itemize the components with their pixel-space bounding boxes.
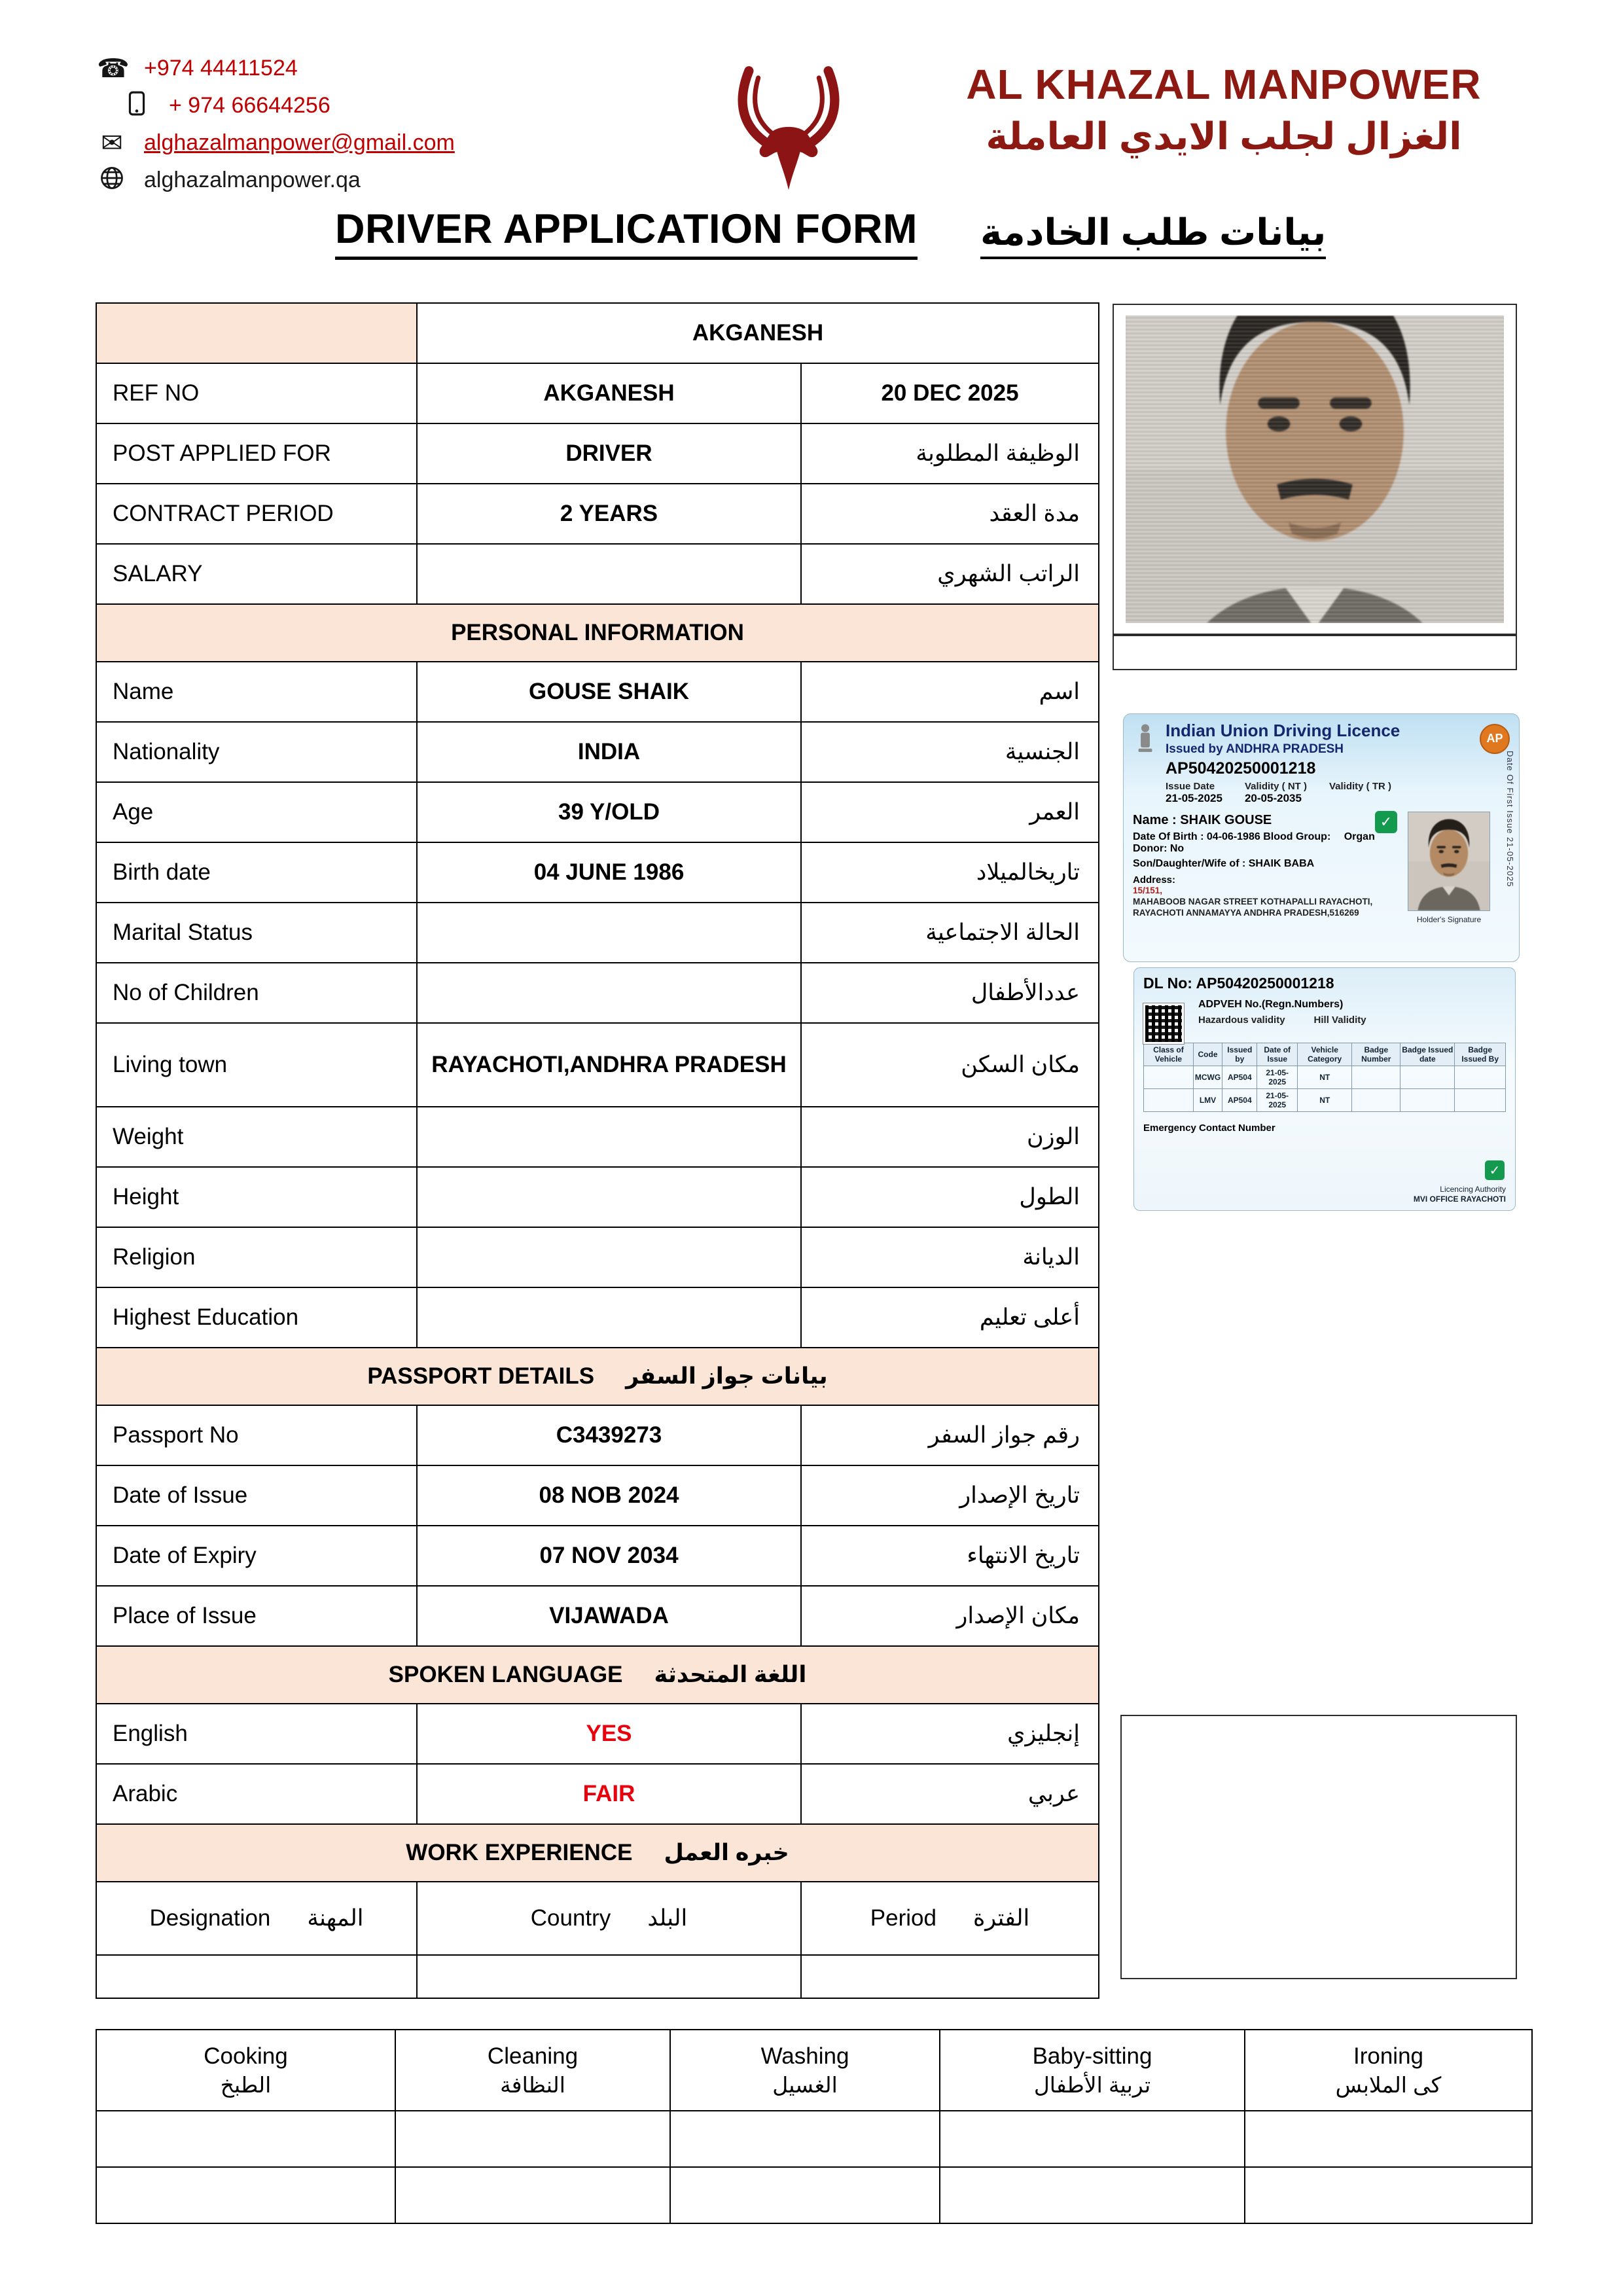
field-value: YES <box>417 1704 801 1764</box>
licence-table-header: Class of Vehicle <box>1144 1043 1194 1066</box>
field-right-label: الديانة <box>801 1227 1099 1287</box>
skill-column-header <box>1245 2030 1532 2111</box>
form-row <box>96 1586 1099 1646</box>
phone-number-2: + 974 66644256 <box>169 93 330 118</box>
field-value <box>417 903 801 963</box>
field-label: CONTRACT PERIOD <box>96 484 417 544</box>
section-title-ar: خبره العمل <box>664 1840 789 1865</box>
company-header <box>949 60 1499 158</box>
skill-column-header <box>395 2030 670 2111</box>
address-line-1: 15/151, <box>1133 886 1163 895</box>
field-value: 39 Y/OLD <box>417 782 801 842</box>
field-label: Nationality <box>96 722 417 782</box>
licence-table-header: Code <box>1193 1043 1222 1066</box>
licence-photo-column <box>1402 810 1495 924</box>
skill-empty-cell <box>96 2111 395 2167</box>
field-value: 2 YEARS <box>417 484 801 544</box>
section-title-ar: بيانات جواز السفر <box>626 1363 828 1389</box>
applicant-photo-frame <box>1113 304 1517 635</box>
licence-table-cell <box>1144 1066 1194 1089</box>
state-badge: AP <box>1480 724 1510 754</box>
form-row <box>96 1764 1099 1824</box>
licence-table-header: Issued by <box>1222 1043 1257 1066</box>
field-right-label: أعلى تعليم <box>801 1287 1099 1348</box>
licence-photo <box>1408 812 1490 911</box>
empty-box-small <box>1113 635 1517 670</box>
field-right-label: إنجليزي <box>801 1704 1099 1764</box>
skill-label-en: Cooking <box>204 2043 288 2069</box>
field-right-label: الوزن <box>801 1107 1099 1167</box>
licence-table-header: Date of Issue <box>1257 1043 1298 1066</box>
vehicle-class-table <box>1143 1043 1506 1112</box>
form-row <box>96 963 1099 1023</box>
field-right-label: 20 DEC 2025 <box>801 363 1099 423</box>
licence-header <box>1124 714 1519 758</box>
form-row <box>96 1882 1099 1955</box>
work-column-label-ar: الفترة <box>972 1905 1030 1931</box>
form-row <box>96 1107 1099 1167</box>
form-row <box>96 1287 1099 1348</box>
field-value <box>417 544 801 604</box>
field-right-label: الطول <box>801 1167 1099 1227</box>
validity-tr-label: Validity ( TR ) <box>1329 781 1391 792</box>
licence-table-cell: AP504 <box>1222 1066 1257 1089</box>
mobile-icon <box>122 91 152 120</box>
application-table <box>96 302 1099 1999</box>
work-experience-empty-cell <box>96 1955 417 1998</box>
skill-label-en: Baby-sitting <box>1032 2043 1152 2069</box>
licence-holder-name: Name : SHAIK GOUSE <box>1133 813 1272 827</box>
licence-table-header: Vehicle Category <box>1298 1043 1352 1066</box>
field-label: Name <box>96 662 417 722</box>
field-value: C3439273 <box>417 1405 801 1465</box>
field-value: FAIR <box>417 1764 801 1824</box>
validity-nt-value: 20-05-2035 <box>1244 792 1302 804</box>
section-title-en: PERSONAL INFORMATION <box>451 620 744 645</box>
work-column-label-en: Period <box>870 1905 936 1931</box>
field-label: REF NO <box>96 363 417 423</box>
field-right-label: تاريخ الانتهاء <box>801 1526 1099 1586</box>
licence-table-cell: NT <box>1298 1089 1352 1112</box>
licence-number: AP50420250001218 <box>1166 759 1316 778</box>
skill-column-header <box>96 2030 395 2111</box>
field-right-label: الوظيفة المطلوبة <box>801 423 1099 484</box>
form-row <box>96 1704 1099 1764</box>
field-value: 04 JUNE 1986 <box>417 842 801 903</box>
licence-body <box>1124 805 1519 928</box>
field-label: Highest Education <box>96 1287 417 1348</box>
validity-tr-column <box>1329 781 1391 805</box>
form-row <box>96 303 1099 363</box>
dob-label: Date Of Birth : 04-06-1986 <box>1133 831 1260 842</box>
work-column-label-en: Designation <box>149 1905 271 1931</box>
field-right-label: عربي <box>801 1764 1099 1824</box>
skill-empty-cell <box>395 2111 670 2167</box>
licence-table-cell: 21-05-2025 <box>1257 1089 1298 1112</box>
licence-details <box>1133 810 1395 924</box>
phone-number-1: +974 44411524 <box>144 56 298 81</box>
field-label: Marital Status <box>96 903 417 963</box>
field-right-label: اسم <box>801 662 1099 722</box>
section-header-row <box>96 1824 1099 1882</box>
licence-table-cell <box>1352 1089 1400 1112</box>
skills-table <box>96 2029 1533 2224</box>
field-value: VIJAWADA <box>417 1586 801 1646</box>
skill-empty-cell <box>670 2111 940 2167</box>
work-column-header <box>801 1882 1099 1955</box>
work-column-header <box>417 1882 801 1955</box>
transport-dept-logo-icon: ✓ <box>1375 811 1397 833</box>
field-label: Religion <box>96 1227 417 1287</box>
skill-empty-cell <box>96 2167 395 2223</box>
section-title <box>96 604 1099 662</box>
address-label: Address: <box>1133 874 1176 886</box>
form-row <box>96 1227 1099 1287</box>
licence-table-cell: AP504 <box>1222 1089 1257 1112</box>
licence-table-cell <box>1400 1089 1455 1112</box>
work-column-label-en: Country <box>530 1905 611 1931</box>
skill-label-ar: تربية الأطفال <box>1033 2072 1151 2097</box>
skill-label-ar: النظافة <box>500 2072 565 2097</box>
work-column-header <box>96 1882 417 1955</box>
skill-column-header <box>940 2030 1245 2111</box>
licence-table-header-row <box>1144 1043 1506 1066</box>
field-value: RAYACHOTI,ANDHRA PRADESH <box>417 1023 801 1107</box>
form-row <box>96 842 1099 903</box>
section-title <box>96 1348 1099 1405</box>
field-label: Living town <box>96 1023 417 1107</box>
field-right-label: مكان السكن <box>801 1023 1099 1107</box>
licence-table-cell <box>1144 1089 1194 1112</box>
skill-label-en: Washing <box>760 2043 849 2069</box>
form-row <box>96 363 1099 423</box>
company-name-en: AL KHAZAL MANPOWER <box>966 61 1482 108</box>
skill-empty-cell <box>1245 2167 1532 2223</box>
applicant-photo <box>1126 315 1504 623</box>
form-row <box>96 662 1099 722</box>
field-value <box>417 963 801 1023</box>
licence-relation-line: Son/Daughter/Wife of : SHAIK BABA <box>1133 858 1315 869</box>
phone-line-2 <box>97 87 455 124</box>
first-issue-vertical-text: Date Of First Issue 21-05-2025 <box>1505 751 1515 888</box>
email-icon: ✉ <box>101 128 123 158</box>
field-label: SALARY <box>96 544 417 604</box>
blank-shaded-cell <box>96 303 417 363</box>
organ-donor-label: Organ Donor: No <box>1133 831 1375 854</box>
form-row <box>96 722 1099 782</box>
work-experience-empty-cell <box>801 1955 1099 1998</box>
ashoka-emblem-icon <box>1133 722 1158 756</box>
licence-table-cell <box>1455 1066 1506 1089</box>
field-right-label: العمر <box>801 782 1099 842</box>
address-line-3: RAYACHOTI ANNAMAYYA ANDHRA PRADESH,516269 <box>1133 907 1359 918</box>
field-right-label: عددالأطفال <box>801 963 1099 1023</box>
email-address: alghazalmanpower@gmail.com <box>144 130 455 155</box>
website-line <box>97 162 455 199</box>
hill-validity-label: Hill Validity <box>1313 1014 1366 1026</box>
section-header-row <box>96 604 1099 662</box>
skill-label-en: Ironing <box>1353 2043 1424 2069</box>
field-label: Date of Expiry <box>96 1526 417 1586</box>
validity-nt-label: Validity ( NT ) <box>1244 781 1307 792</box>
field-value <box>417 1107 801 1167</box>
licence-table-row <box>1144 1066 1506 1089</box>
form-row <box>96 1405 1099 1465</box>
section-title <box>96 1824 1099 1882</box>
holder-signature-label: Holder's Signature <box>1416 915 1482 924</box>
skill-empty-cell <box>670 2167 940 2223</box>
form-title-arabic: بيانات طلب الخادمة <box>980 211 1326 259</box>
field-value <box>417 1167 801 1227</box>
form-row <box>96 903 1099 963</box>
licence-table-cell: MCWG <box>1193 1066 1222 1089</box>
skills-empty-row <box>96 2111 1532 2167</box>
licence-table-header: Badge Issued date <box>1400 1043 1455 1066</box>
field-label: POST APPLIED FOR <box>96 423 417 484</box>
field-label: Weight <box>96 1107 417 1167</box>
section-title <box>96 1646 1099 1704</box>
licence-dob-line <box>1133 831 1395 855</box>
driving-licence-back <box>1133 967 1516 1211</box>
gazelle-logo-icon <box>719 60 859 203</box>
field-label: No of Children <box>96 963 417 1023</box>
field-right-label: الجنسية <box>801 722 1099 782</box>
phone-line-1 <box>97 50 455 87</box>
field-value: 08 NOB 2024 <box>417 1465 801 1526</box>
work-column-label-ar: المهنة <box>307 1905 364 1931</box>
section-header-row <box>96 1646 1099 1704</box>
form-row <box>96 1167 1099 1227</box>
licence-table-cell: 21-05-2025 <box>1257 1066 1298 1089</box>
field-right-label: الراتب الشهري <box>801 544 1099 604</box>
form-row <box>96 782 1099 842</box>
licence-table-cell: NT <box>1298 1066 1352 1089</box>
skill-empty-cell <box>1245 2111 1532 2167</box>
address-line-2: MAHABOOB NAGAR STREET KOTHAPALLI RAYACHOTI, <box>1133 896 1373 906</box>
section-title-ar: اللغة المتحدثة <box>654 1662 807 1687</box>
licence-table-cell: LMV <box>1193 1089 1222 1112</box>
form-row <box>96 544 1099 604</box>
field-label: Age <box>96 782 417 842</box>
field-label: Birth date <box>96 842 417 903</box>
hazardous-validity-label: Hazardous validity <box>1198 1014 1285 1026</box>
skill-label-ar: الغسيل <box>772 2072 838 2097</box>
field-right-label: تاريخ الإصدار <box>801 1465 1099 1526</box>
section-title-en: WORK EXPERIENCE <box>406 1840 633 1865</box>
validity-flags <box>1198 1014 1506 1026</box>
field-label: Place of Issue <box>96 1586 417 1646</box>
field-right-label: الحالة الاجتماعية <box>801 903 1099 963</box>
licence-table-cell <box>1352 1066 1400 1089</box>
skills-header-row <box>96 2030 1532 2111</box>
skill-empty-cell <box>940 2111 1245 2167</box>
field-value: DRIVER <box>417 423 801 484</box>
field-right-label: رقم جواز السفر <box>801 1405 1099 1465</box>
section-title-en: SPOKEN LANGUAGE <box>388 1662 623 1687</box>
form-row <box>96 1465 1099 1526</box>
driving-licence-front <box>1123 713 1520 962</box>
field-right-label: مدة العقد <box>801 484 1099 544</box>
email-line <box>97 124 455 162</box>
skill-empty-cell <box>395 2167 670 2223</box>
skill-label-ar: كى الملابس <box>1335 2072 1442 2097</box>
field-label: English <box>96 1704 417 1764</box>
skill-empty-cell <box>940 2167 1245 2223</box>
adpveh-label: ADPVEH No.(Regn.Numbers) <box>1198 999 1344 1010</box>
skills-empty-row <box>96 2167 1532 2223</box>
form-row <box>96 1955 1099 1998</box>
section-header-row <box>96 1348 1099 1405</box>
form-row <box>96 423 1099 484</box>
licensing-office: MVI OFFICE RAYACHOTI <box>1413 1194 1506 1204</box>
field-right-label: تاريخالميلاد <box>801 842 1099 903</box>
work-experience-empty-cell <box>417 1955 801 1998</box>
phone-icon: ☎ <box>97 54 130 83</box>
issue-date-column <box>1166 781 1222 805</box>
form-row <box>96 1526 1099 1586</box>
skill-column-header <box>670 2030 940 2111</box>
issue-date-label: Issue Date <box>1166 781 1215 792</box>
globe-icon <box>97 165 127 196</box>
section-title-en: PASSPORT DETAILS <box>367 1363 595 1389</box>
transport-dept-logo-icon: ✓ <box>1485 1160 1505 1180</box>
field-value: GOUSE SHAIK <box>417 662 801 722</box>
company-name-ar: الغزال لجلب الايدي العاملة <box>986 116 1462 158</box>
field-label: Height <box>96 1167 417 1227</box>
field-value <box>417 1227 801 1287</box>
licence-table-cell <box>1455 1089 1506 1112</box>
website-address: alghazalmanpower.qa <box>144 168 361 192</box>
applicant-name-header: AKGANESH <box>417 303 1099 363</box>
form-row <box>96 1023 1099 1107</box>
work-column-label-ar: البلد <box>647 1905 688 1931</box>
licence-table-row <box>1144 1089 1506 1112</box>
contact-block <box>97 50 455 199</box>
emergency-contact-label: Emergency Contact Number <box>1143 1122 1275 1134</box>
field-value: INDIA <box>417 722 801 782</box>
field-value: 07 NOV 2034 <box>417 1526 801 1586</box>
licence-table-header: Badge Number <box>1352 1043 1400 1066</box>
licence-table-cell <box>1400 1066 1455 1089</box>
licence-title: Indian Union Driving Licence <box>1166 721 1400 740</box>
field-label: Arabic <box>96 1764 417 1824</box>
licensing-authority-label: Licencing Authority <box>1440 1184 1506 1194</box>
form-title: DRIVER APPLICATION FORM <box>335 206 918 260</box>
blood-group-label: Blood Group: <box>1263 831 1331 842</box>
field-value: AKGANESH <box>417 363 801 423</box>
licence-dates <box>1166 781 1519 805</box>
licence-table-header: Badge Issued By <box>1455 1043 1506 1066</box>
field-right-label: مكان الإصدار <box>801 1586 1099 1646</box>
skill-label-en: Cleaning <box>487 2043 579 2069</box>
licensing-authority-block <box>1414 1185 1506 1205</box>
skill-label-ar: الطبخ <box>220 2072 272 2097</box>
field-label: Passport No <box>96 1405 417 1465</box>
licence-subtitle: Issued by ANDHRA PRADESH <box>1166 742 1344 756</box>
issue-date-value: 21-05-2025 <box>1166 792 1222 804</box>
field-value <box>417 1287 801 1348</box>
validity-nt-column <box>1245 781 1307 805</box>
form-row <box>96 484 1099 544</box>
licence-titles <box>1166 721 1400 757</box>
dl-number: DL No: AP50420250001218 <box>1143 975 1334 992</box>
qr-code <box>1143 1003 1184 1044</box>
field-label: Date of Issue <box>96 1465 417 1526</box>
empty-box-large <box>1120 1715 1517 1979</box>
